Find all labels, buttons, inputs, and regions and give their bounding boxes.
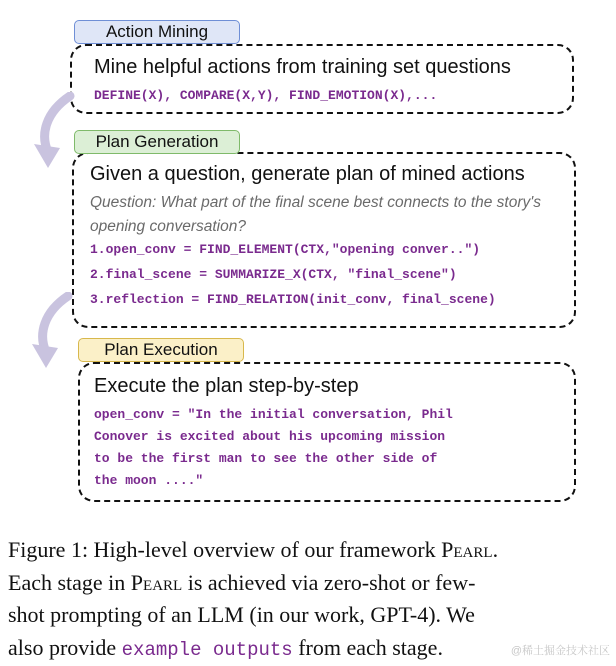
caption-line-1: Figure 1: High-level overview of our framework Pearl.	[8, 534, 608, 567]
plan-execution-heading: Execute the plan step-by-step	[94, 375, 359, 398]
execution-output-line-2: Conover is excited about his upcoming mission	[94, 429, 445, 444]
execution-output-line-4: the moon ...."	[94, 473, 203, 488]
plan-execution-label: Plan Execution	[78, 338, 244, 362]
plan-step-2: 2.final_scene = SUMMARIZE_X(CTX, "final_scene")	[90, 267, 457, 282]
watermark: @稀土掘金技术社区	[511, 642, 610, 658]
caption-line-2: Each stage in Pearl is achieved via zero-shot or few-	[8, 567, 608, 600]
caption-line-4: also provide example outputs from each stage.	[8, 632, 608, 666]
caption-line-3: shot prompting of an LLM (in our work, GPT-4). We	[8, 599, 608, 632]
action-mining-box	[70, 44, 574, 114]
mined-actions-list: DEFINE(X), COMPARE(X,Y), FIND_EMOTION(X),...	[94, 88, 437, 103]
plan-generation-heading: Given a question, generate plan of mined actions	[90, 163, 525, 186]
execution-output-line-3: to be the first man to see the other side of	[94, 451, 437, 466]
plan-generation-label: Plan Generation	[74, 130, 240, 154]
execution-output-line-1: open_conv = "In the initial conversation, Phil	[94, 407, 453, 422]
plan-step-1: 1.open_conv = FIND_ELEMENT(CTX,"opening conver..")	[90, 242, 480, 257]
action-mining-heading: Mine helpful actions from training set questions	[94, 56, 511, 79]
plan-step-3: 3.reflection = FIND_RELATION(init_conv, final_scene)	[90, 292, 496, 307]
example-question: Question: What part of the final scene best connects to the story's opening conversation?	[90, 191, 550, 239]
action-mining-label: Action Mining	[74, 20, 240, 44]
flow-arrow-2	[24, 292, 84, 372]
